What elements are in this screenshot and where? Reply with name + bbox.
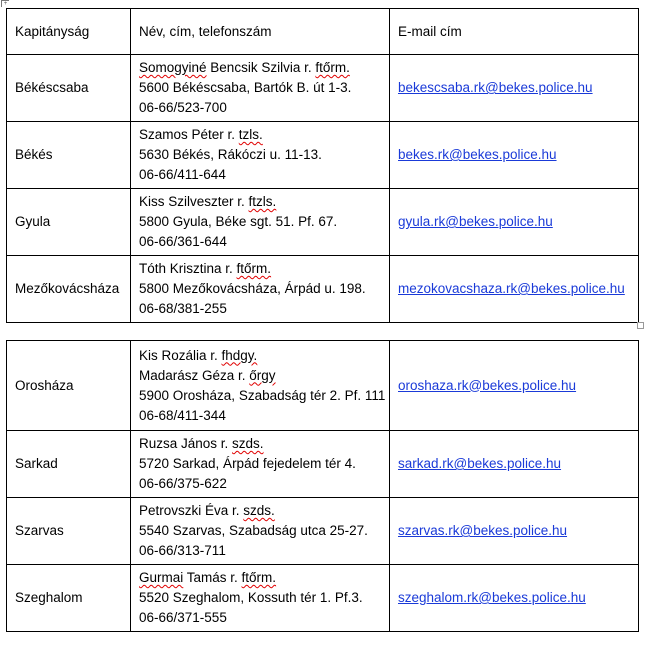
phone: 06-66/361-644	[139, 234, 227, 249]
address: 5540 Szarvas, Szabadság utca 25-27.	[139, 523, 368, 538]
table-header-row	[7, 9, 639, 55]
city-cell: Gyula	[7, 189, 131, 256]
table-row	[7, 256, 639, 323]
contact-cell: Gurmai Tamás r. ftőrm. 5520 Szeghalom, Kossuth tér 1. Pf.3. 06-66/371-555	[131, 565, 390, 632]
city-cell: Mezőkovácsháza	[7, 256, 131, 323]
email-cell	[390, 498, 639, 565]
table-row	[7, 189, 639, 256]
rank-abbrev: fhdgy.	[221, 347, 258, 363]
address: 5520 Szeghalom, Kossuth tér 1. Pf.3.	[139, 590, 363, 605]
address: 5600 Békéscsaba, Bartók B. út 1-3.	[139, 80, 352, 95]
city-cell: Szeghalom	[7, 565, 131, 632]
email-cell	[390, 122, 639, 189]
contact-cell: Tóth Krisztina r. ftőrm. 5800 Mezőkovácsháza, Árpád u. 198. 06-68/381-255	[131, 256, 390, 323]
header-info: Név, cím, telefonszám	[131, 9, 390, 55]
rank-abbrev: tzls.	[238, 127, 263, 142]
city-cell: Szarvas	[7, 498, 131, 565]
header-city: Kapitányság	[7, 9, 131, 55]
city-cell: Békés	[7, 122, 131, 189]
rank-abbrev: ftőrm.	[241, 570, 277, 585]
police-contacts-table-1	[6, 8, 639, 323]
rank-abbrev: szds.	[243, 503, 275, 518]
rank-abbrev: ftőrm.	[236, 261, 272, 276]
table-row	[7, 55, 639, 122]
email-link[interactable]: bekescsaba.rk@bekes.police.hu	[398, 80, 593, 95]
phone: 06-66/411-644	[139, 167, 226, 182]
city-cell: Sarkad	[7, 431, 131, 498]
table-row	[7, 431, 639, 498]
city-cell: Orosháza	[7, 341, 131, 431]
phone: 06-66/375-622	[139, 476, 227, 491]
address: 5800 Mezőkovácsháza, Árpád u. 198.	[139, 281, 366, 296]
table-row	[7, 498, 639, 565]
rank-abbrev: ftőrm.	[315, 60, 350, 75]
spellcheck-word: Somogyiné	[139, 60, 207, 75]
rank-abbrev: ftzls.	[248, 194, 277, 209]
email-cell	[390, 256, 639, 323]
rank-abbrev: szds.	[232, 436, 264, 451]
table-row	[7, 341, 639, 431]
phone: 06-68/381-255	[139, 301, 227, 316]
table-move-handle-icon[interactable]: +	[1, 0, 9, 7]
phone: 06-66/523-700	[139, 100, 227, 115]
email-link[interactable]: bekes.rk@bekes.police.hu	[398, 147, 557, 162]
contact-cell: Petrovszki Éva r. szds. 5540 Szarvas, Szabadság utca 25-27. 06-66/313-711	[131, 498, 390, 565]
contact-cell: Somogyiné Bencsik Szilvia r. ftőrm. 5600 Békéscsaba, Bartók B. út 1-3. 06-66/523-700	[131, 55, 390, 122]
contact-cell: Ruzsa János r. szds. 5720 Sarkad, Árpád fejedelem tér 4. 06-66/375-622	[131, 431, 390, 498]
address: 5630 Békés, Rákóczi u. 11-13.	[139, 147, 322, 162]
address: 5800 Gyula, Béke sgt. 51. Pf. 67.	[139, 214, 338, 229]
police-contacts-table-2	[6, 340, 639, 632]
phone: 06-66/313-711	[139, 543, 226, 558]
email-cell	[390, 341, 639, 431]
email-link[interactable]: mezokovacshaza.rk@bekes.police.hu	[398, 281, 625, 296]
email-link[interactable]: szeghalom.rk@bekes.police.hu	[398, 590, 586, 605]
table-row	[7, 122, 639, 189]
contact-cell: Szamos Péter r. tzls. 5630 Békés, Rákóczi u. 11-13. 06-66/411-644	[131, 122, 390, 189]
email-cell	[390, 565, 639, 632]
contact-cell: Kis Rozália r. fhdgy. Madarász Géza r. őrgy 5900 Orosháza, Szabadság tér 2. Pf. 111 06-68/411-344	[131, 341, 390, 431]
email-cell	[390, 55, 639, 122]
phone: 06-68/411-344	[139, 407, 226, 423]
city-cell: Békéscsaba	[7, 55, 131, 122]
header-email: E-mail cím	[390, 9, 639, 55]
phone: 06-66/371-555	[139, 610, 227, 625]
address: 5720 Sarkad, Árpád fejedelem tér 4.	[139, 456, 356, 471]
email-cell	[390, 431, 639, 498]
rank-abbrev: őrgy	[249, 367, 276, 383]
email-link[interactable]: oroshaza.rk@bekes.police.hu	[398, 377, 577, 393]
email-link[interactable]: sarkad.rk@bekes.police.hu	[398, 456, 562, 471]
table-row	[7, 565, 639, 632]
contact-cell: Kiss Szilveszter r. ftzls. 5800 Gyula, Béke sgt. 51. Pf. 67. 06-66/361-644	[131, 189, 390, 256]
email-link[interactable]: szarvas.rk@bekes.police.hu	[398, 523, 568, 538]
table-resize-handle-icon[interactable]	[637, 322, 644, 329]
email-cell	[390, 189, 639, 256]
address: 5900 Orosháza, Szabadság tér 2. Pf. 111	[139, 387, 386, 403]
spellcheck-word: Gurmai	[139, 570, 184, 585]
email-link[interactable]: gyula.rk@bekes.police.hu	[398, 214, 553, 229]
